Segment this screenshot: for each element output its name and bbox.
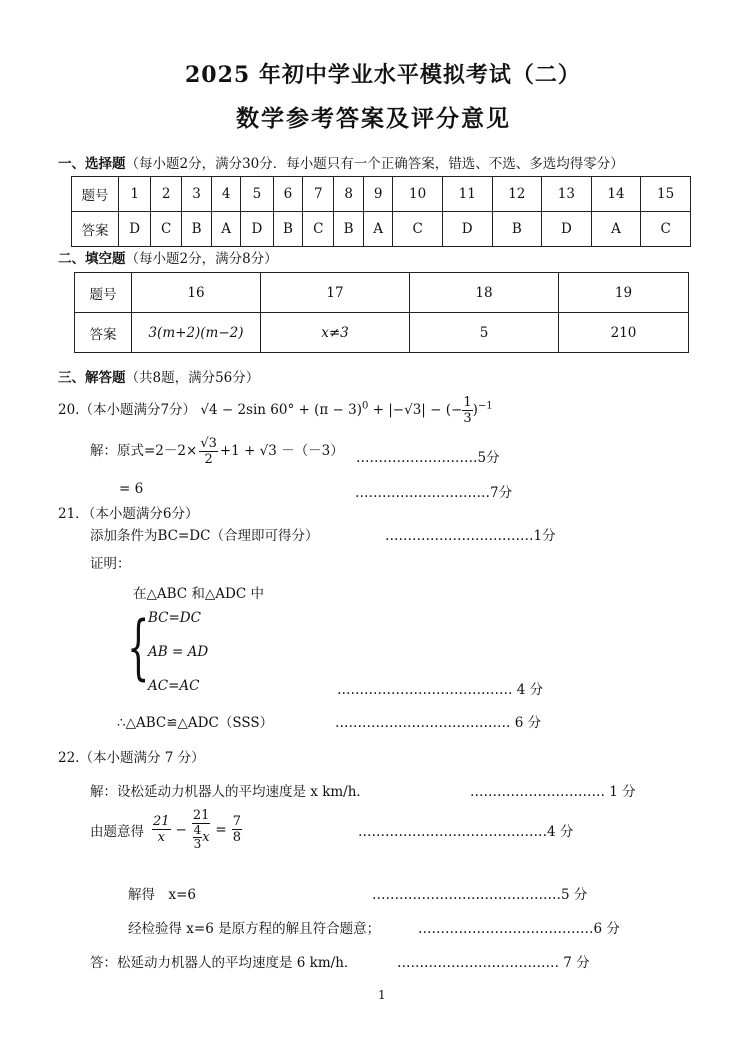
choice-answer-table — [71, 176, 691, 247]
q20-score-5: ………………………5分 — [356, 450, 500, 466]
table-cell: 5 — [410, 313, 559, 353]
q20-solution-line2: = 6 — [119, 481, 144, 497]
table-cell: x≠3 — [261, 313, 410, 353]
table-cell: 8 — [334, 177, 364, 212]
q21-score-4: ………………………………… 4 分 — [337, 682, 544, 698]
section-3-title: 三、解答题 — [58, 370, 126, 386]
section-1-note: （每小题2分，满分30分．每小题只有一个正确答案，错选、不选、多选均得零分） — [125, 156, 624, 172]
table-cell: D — [241, 212, 273, 247]
table-cell: D — [442, 212, 492, 247]
table-cell: 4 — [211, 177, 240, 212]
q21-score-1: ……………………………1分 — [385, 528, 556, 544]
section-2-note: （每小题2分，满分8分） — [125, 251, 278, 267]
q22-equation: 由题意得 $\frac{21}{x}$ − 21 $\frac{4}{3}$ x = $\frac{7}{8}$ — [90, 808, 241, 851]
q22-score-4: ……………………………………4 分 — [358, 824, 574, 840]
table-cell: 17 — [261, 273, 410, 313]
table-cell: C — [393, 212, 443, 247]
table-cell: 19 — [559, 273, 689, 313]
table-cell: D — [542, 212, 592, 247]
section-3-note: （共8题，满分56分） — [125, 370, 260, 386]
q20-score-7: …………………………7分 — [355, 485, 513, 501]
section-3-header — [58, 366, 259, 386]
table-cell: 6 — [273, 177, 303, 212]
q20-label: 20.（本小题满分7分） — [58, 402, 197, 418]
q21-condition-3: AC=AC — [148, 678, 200, 694]
table-cell: B — [182, 212, 212, 247]
table-cell: 12 — [492, 177, 542, 212]
section-2-header — [58, 247, 278, 267]
q22-score-6: …………………………………6 分 — [418, 921, 620, 937]
table-cell: 16 — [132, 273, 261, 313]
q22-solve: 解得 x=6 — [128, 887, 197, 903]
table-cell: A — [591, 212, 641, 247]
table-cell: 210 — [559, 313, 689, 353]
q21-label: 21．（本小题满分6分） — [58, 506, 199, 522]
q22-score-1: ………………………… 1 分 — [470, 784, 636, 800]
q21-triangle-intro: 在△ABC 和△ADC 中 — [133, 586, 264, 602]
q20-expr: √4 − 2sin $60^\circ + (\pi - 3)^0 + |-√3|$ − (− $\frac{1}{3}$ )$^{-1}$ — [200, 395, 493, 426]
table-cell: C — [303, 212, 334, 247]
table-cell: 题号 — [72, 177, 119, 212]
page-number: 1 — [378, 988, 386, 1002]
table-cell: 10 — [393, 177, 443, 212]
section-1-header — [58, 152, 624, 172]
q22-score-5: ……………………………………5 分 — [372, 887, 588, 903]
table-cell: C — [151, 212, 182, 247]
table-cell: A — [364, 212, 393, 247]
table-cell: 15 — [641, 177, 691, 212]
table-cell: 3 — [182, 177, 212, 212]
q21-score-6: ………………………………… 6 分 — [335, 715, 542, 731]
table-cell: B — [334, 212, 364, 247]
table-cell: 11 — [442, 177, 492, 212]
q22-answer: 答：松延动力机器人的平均速度是 6 km/h． — [90, 955, 358, 971]
q22-score-7: ……………………………… 7 分 — [397, 955, 590, 971]
section-1-title: 一、选择题 — [58, 156, 126, 172]
q22-label: 22.（本小题满分 7 分） — [58, 750, 205, 766]
table-cell: 2 — [151, 177, 182, 212]
q22-check: 经检验得 x=6 是原方程的解且符合题意； — [128, 921, 381, 937]
page-title: 2025 年初中学业水平模拟考试（二） — [185, 62, 581, 88]
q20-problem — [58, 395, 493, 426]
page-subtitle: 数学参考答案及评分意见 — [236, 105, 511, 132]
table-cell: 13 — [542, 177, 592, 212]
table-cell: D — [119, 212, 151, 247]
q21-condition: 添加条件为BC=DC（合理即可得分） — [90, 528, 319, 544]
section-2-title: 二、填空题 — [58, 251, 126, 267]
table-cell: 题号 — [75, 273, 132, 313]
table-cell: 答案 — [72, 212, 119, 247]
q21-condition-2: AB = AD — [148, 644, 209, 660]
q21-conclusion: ∴△ABC≌△ADC（SSS） — [117, 715, 274, 731]
table-cell: 9 — [364, 177, 393, 212]
q22-setup: 解：设松延动力机器人的平均速度是 x km/h． — [90, 784, 370, 800]
left-brace-icon: { — [127, 606, 150, 688]
table-cell: 3(m+2)(m−2) — [132, 313, 261, 353]
table-cell: 7 — [303, 177, 334, 212]
fill-answer-table — [74, 272, 689, 353]
q20-solution-line1: 解：原式=2－2× $\frac{√3}{2}$ +1 + √3 －（－3） — [90, 436, 344, 467]
table-cell: 14 — [591, 177, 641, 212]
table-cell: 5 — [241, 177, 273, 212]
table-cell: 18 — [410, 273, 559, 313]
table-cell: 答案 — [75, 313, 132, 353]
table-cell: A — [211, 212, 240, 247]
q21-condition-1: BC=DC — [148, 610, 201, 626]
q21-proof-label: 证明： — [90, 556, 131, 572]
table-cell: 1 — [119, 177, 151, 212]
table-cell: B — [273, 212, 303, 247]
table-cell: B — [492, 212, 542, 247]
table-cell: C — [641, 212, 691, 247]
